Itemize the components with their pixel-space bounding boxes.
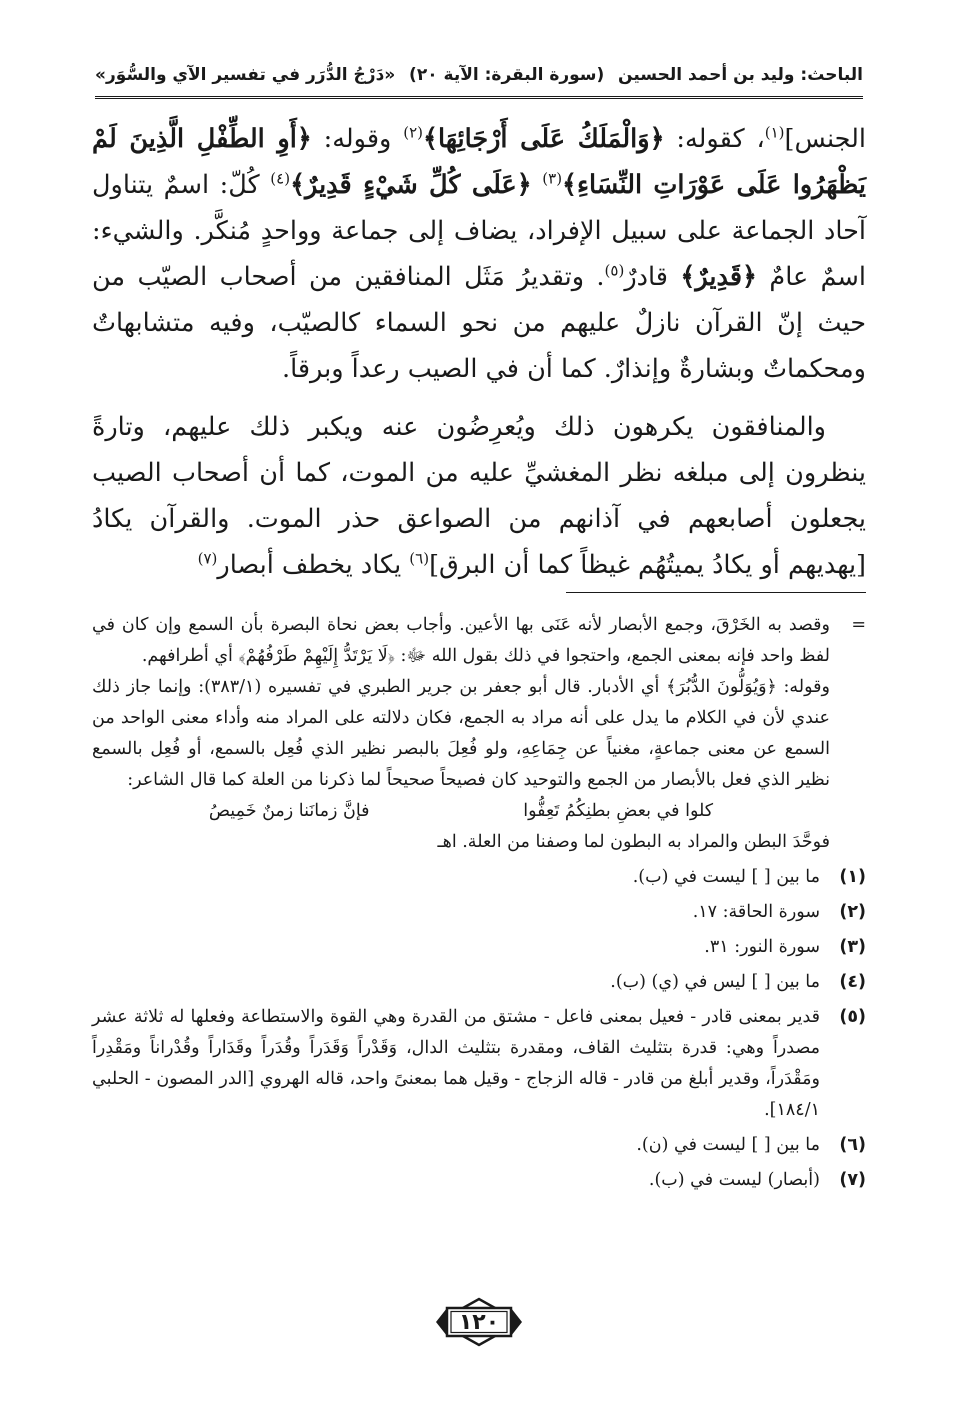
footnote-number: (٦) bbox=[839, 1135, 866, 1155]
poem-verse bbox=[92, 796, 830, 827]
main-text bbox=[92, 116, 866, 588]
footnote-ref: (١) bbox=[764, 123, 785, 142]
quran-quote: ﴿عَلَى كُلِّ شَيْءٍ قَدِيرٌ﴾ bbox=[290, 170, 532, 200]
footnote-continuation bbox=[92, 610, 866, 858]
text-segment: كُلّ: اسمٌ يتناول آحاد الجماعة على سبيل الإفراد، يضاف إلى جماعة وواحدٍ مُنكَّر. والشيء: اسمٌ عامٌ bbox=[92, 170, 867, 292]
header-rule bbox=[95, 96, 863, 99]
footnote-number: (٣) bbox=[839, 937, 866, 957]
quran-quote: ﴿وَالْمَلَكُ عَلَى أَرْجَائِهَا﴾ bbox=[423, 124, 665, 154]
continuation-line: وقوله: ﴿وَيُوَلُّونَ الدُّبُرَ﴾ أي الأدبار. قال أبو جعفر بن جرير الطبري في تفسيره (٣٨٣/١): وإنما جاز ذلك عندي لأن في الكلام ما يدل على أنه مراد به الجمع، فكان دلالته على المراد منه وأداء معنى الواحد من السمع عن معنى جماعةٍ، مغنياً عن جِمَاعِهِ، ولو فُعِلَ بالبصر نظير الذي فُعِل بالسمع، أو فُعِل بالسمع نظير الذي فعل بالأبصار من الجمع والتوحيد كان فصيحاً صحيحاً لما ذكرنا من العلة كما قال الشاعر: bbox=[92, 677, 830, 790]
continuation-mark: = bbox=[851, 615, 866, 635]
footnote-ref: (٤) bbox=[270, 169, 291, 188]
paragraph-1 bbox=[92, 116, 866, 392]
page-number-ornament bbox=[0, 1296, 958, 1348]
footnote-ref: (٣) bbox=[542, 169, 563, 188]
footnote-text: ما بين [ ] ليست في (ب). bbox=[632, 867, 820, 887]
footnote-text: ما بين [ ] ليس في (ي) (ب). bbox=[610, 972, 820, 992]
text-segment: قادرٌ bbox=[624, 262, 681, 292]
footnote-list bbox=[92, 862, 866, 1196]
footnote-item bbox=[92, 967, 866, 998]
quran-quote: ﴿أَوِ الطِّفْلِ الَّذِينَ لَمْ يَظْهَرُوا عَلَى عَوْرَاتِ النِّسَاءِ﴾ bbox=[92, 124, 867, 200]
footnote-item bbox=[92, 1165, 866, 1196]
footnote-number: (١) bbox=[839, 867, 866, 887]
footnote-ref: (٥) bbox=[604, 261, 625, 280]
footnote-text: سورة الحاقة: ١٧. bbox=[692, 902, 820, 922]
poem-hemistich: فإنَّ زمانَنا زمنٌ خَمِيصُ bbox=[208, 801, 370, 821]
footnote-ref: (٢) bbox=[403, 123, 424, 142]
footnote-text: (أبصار) ليست في (ب). bbox=[648, 1170, 820, 1190]
footnote-number: (٢) bbox=[839, 902, 866, 922]
footnote-separator bbox=[566, 592, 866, 593]
running-header bbox=[95, 58, 863, 92]
footnote-number: (٧) bbox=[839, 1170, 866, 1190]
text-segment bbox=[532, 170, 543, 200]
footnote-text: ما بين [ ] ليست في (ن). bbox=[636, 1135, 820, 1155]
footnote-text: قدير بمعنى قادر - فعيل بمعنى فاعل - مشتق من القدرة وهي القوة والاستطاعة وفعلها له ثلاثة عشر مصدراً وهي: قدرة بتثليث القاف، ومقدرة بتثليث الدال، وَقَدْراً وَقَدَراً وقُدَراً وقَدَاراً وقُدْراناً ومَقْدِراً ومَقْدَراً، وقدير أبلغ من قادر - قاله الزجاج - وقيل هما بمعنىً واحد، قاله الهروي [الدر المصون - الحلبي ١٨٤/١]. bbox=[92, 1007, 820, 1120]
paragraph-2 bbox=[92, 404, 866, 588]
footnote-item bbox=[92, 932, 866, 963]
text-segment: . وتقديرُ مَثَل المنافقين من أصحاب الصيّب من حيث إنّ القرآن نازلٌ عليهم من نحو السماء كالصيّب، وفيه متشابهاتٌ ومحكماتٌ وبشارةٌ وإنذارٌ. كما أن في الصيب رعداً وبرقاً. bbox=[92, 262, 866, 384]
footnote-ref: (٦) bbox=[409, 549, 430, 568]
footnote-item bbox=[92, 862, 866, 893]
continuation-line: وقصد به الخَرْقَ، وجمع الأبصار لأنه عَنَى بها الأعين. وأجاب بعض نحاة البصرة بأن السمع وإن كان في لفظ واحد فإنه بمعنى الجمع، واحتجوا في ذلك بقول الله ﷻ: ﴿لَا يَرْتَدُّ إِلَيْهِمْ طَرْفُهُمْ﴾ أي أطرافهم. bbox=[92, 615, 830, 666]
footnote-item bbox=[92, 897, 866, 928]
header-book-title: «دَرْجُ الدُّرَر في تفسير الآي والسُّوَر» bbox=[95, 65, 396, 85]
text-segment: والمنافقون يكرهون ذلك ويُعرِضُون عنه ويكبر ذلك عليهم، وتارةً ينظرون إلى مبلغه نظر المغشيِّ عليه من الموت، كما أن أصحاب الصيب يجعلون أصابعهم في آذانهم من الصواعق حذر الموت. والقرآن يكادُ [يهديهم أو يكادُ يميتُهُم غيظاً كما أن البرق] bbox=[92, 412, 866, 580]
footnote-item bbox=[92, 1130, 866, 1161]
header-author: الباحث: وليد بن أحمد الحسين bbox=[618, 65, 863, 85]
text-segment: وقوله: bbox=[311, 124, 404, 154]
footnote-text: سورة النور: ٣١. bbox=[704, 937, 820, 957]
quran-quote: ﴿قَدِيرٌ﴾ bbox=[680, 262, 757, 292]
page-number: ١٢٠ bbox=[458, 1309, 500, 1335]
footnote-number: (٤) bbox=[839, 972, 866, 992]
footnote-number: (٥) bbox=[839, 1007, 866, 1027]
text-segment: الجنس] bbox=[784, 124, 866, 154]
footnote-item bbox=[92, 1002, 866, 1126]
footnote-ref: (٧) bbox=[197, 549, 218, 568]
continuation-line: فوحَّدَ البطن والمراد به البطون لما وصفنا من العلة. اهـ bbox=[437, 832, 830, 852]
footnotes bbox=[92, 610, 866, 1200]
poem-hemistich: كلوا في بعضِ بطنِكُمُ تَعِفُّوا bbox=[523, 801, 714, 821]
header-surah-ref: (سورة البقرة: الآية ٢٠) bbox=[409, 65, 605, 85]
text-segment: يكاد يخطف أبصار bbox=[217, 550, 410, 580]
text-segment: ، كقوله: bbox=[664, 124, 765, 154]
